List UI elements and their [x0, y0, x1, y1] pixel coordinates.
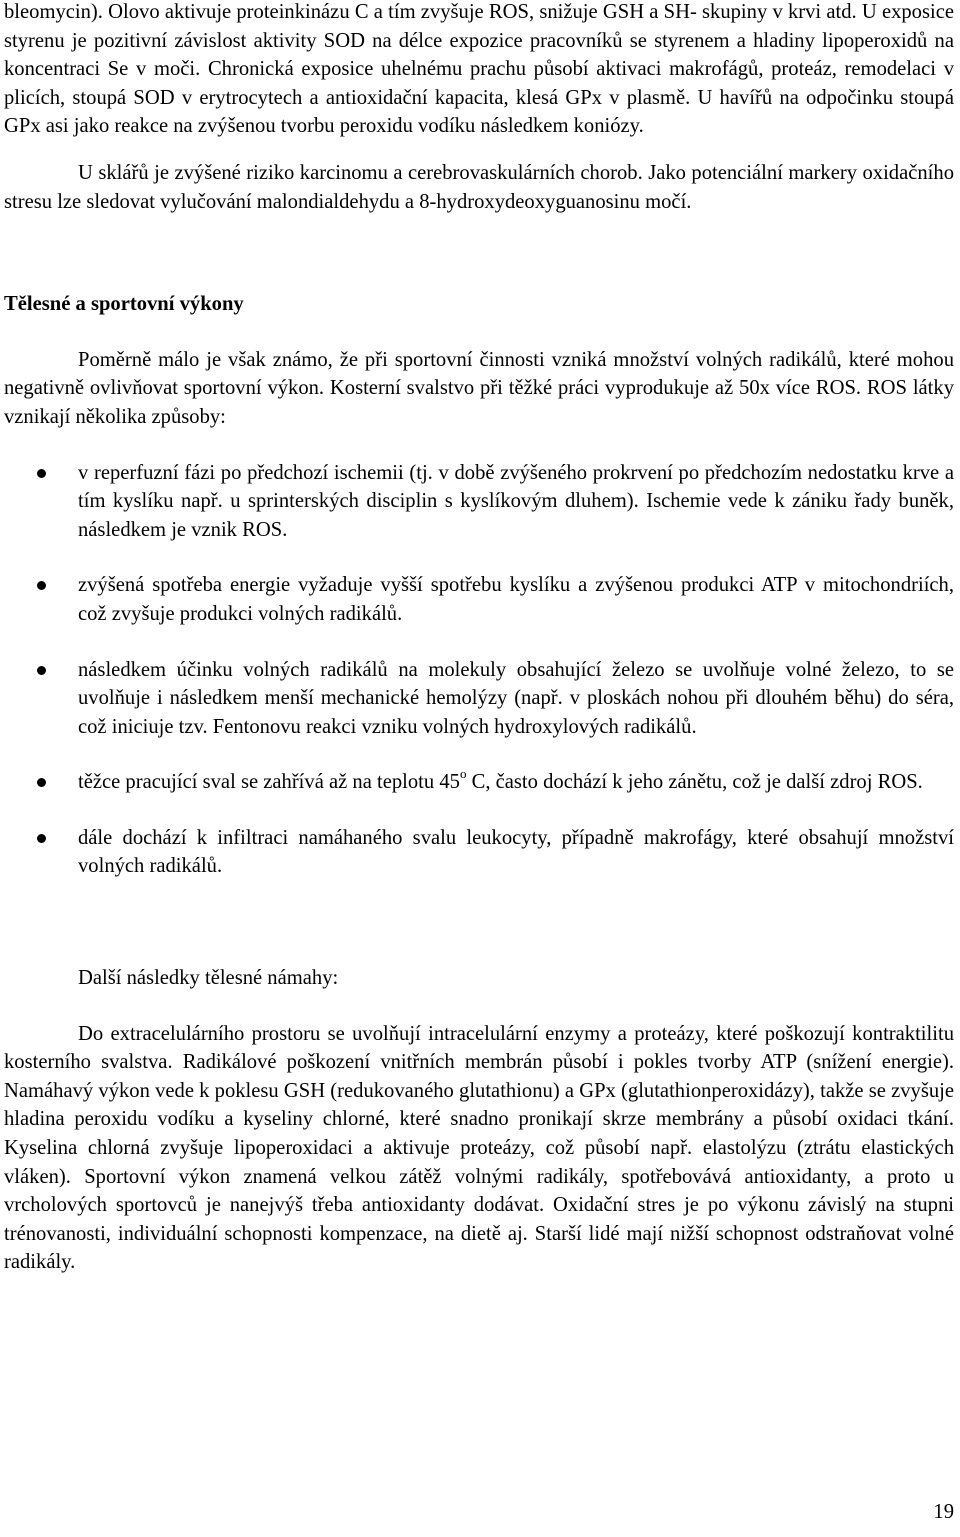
list-item-text: následkem účinku volných radikálů na molekuly obsahující železo se uvolňuje volné železo, to se uvolňuje i následkem menší mechanické hemolýzy (např. v ploskách nohou při dlouhém běhu) do séra, což iniciuje tzv. Fentonovu reakci vzniku volných hydroxylových radikálů.: [78, 658, 954, 738]
list-item: [4, 824, 954, 881]
document-page: [4, 0, 954, 1277]
bullet-icon: [37, 581, 46, 590]
list-item-text: dále dochází k infiltraci namáhaného svalu leukocyty, případně makrofágy, které obsahují množství volných radikálů.: [78, 826, 954, 878]
paragraph-occupational-exposure: bleomycin). Olovo aktivuje proteinkinázu C a tím zvyšuje ROS, snižuje GSH a SH- skupiny v krvi atd. U exposice styrenu je pozitivní závislost aktivity SOD na délce expozice pracovníků se styrenem a hladiny lipoperoxidů na koncentraci Se v moči. Chronická exposice uhelnému prachu působí aktivaci makrofágů, proteáz, remodelaci v plicích, stoupá SOD v erytrocytech a antioxidační kapacita, klesá GPx v plasmě. U havířů na odpočinku stoupá GPx asi jako reakce na zvýšenou tvorbu peroxidu vodíku následkem koniózy.: [4, 1, 954, 138]
bullet-icon: [37, 778, 46, 787]
list-item-text: v reperfuzní fázi po předchozí ischemii (tj. v době zvýšeného prokrvení po předchozím nedostatku krve a tím kyslíku např. u sprinterských disciplin s kyslíkovým dluhem). Ischemie vede k zániku řady buněk, následkem je vznik ROS.: [78, 461, 954, 541]
bullet-icon: [37, 834, 46, 843]
bullet-icon: [37, 469, 46, 478]
ros-sources-list: [4, 459, 954, 882]
paragraph-sport-intro: Poměrně málo je však známo, že při sportovní činnosti vzniká množství volných radikálů, které mohou negativně ovlivňovat sportovní výkon. Kosterní svalstvo při těžké práci vyprodukuje až 50x více ROS. ROS látky vznikají několika způsoby:: [4, 348, 954, 428]
list-item-text-before: těžce pracující sval se zahřívá až na teplotu 45: [78, 771, 460, 794]
paragraph-glassworkers: U sklářů je zvýšené riziko karcinomu a cerebrovaskulárních chorob. Jako potenciální markery oxidačního stresu lze sledovat vylučování malondialdehydu a 8-hydroxydeoxyguanosinu močí.: [4, 161, 954, 213]
section-heading: Tělesné a sportovní výkony: [4, 293, 244, 316]
list-item: [4, 571, 954, 628]
bullet-icon: [37, 666, 46, 675]
list-item-text-after: C, často dochází k jeho zánětu, což je další zdroj ROS.: [466, 771, 923, 794]
list-item: [4, 459, 954, 545]
list-item-text: zvýšená spotřeba energie vyžaduje vyšší spotřebu kyslíku a zvýšenou produkci ATP v mitochondriích, což zvyšuje produkci volných radikálů.: [78, 574, 954, 625]
consequences-heading: Další následky tělesné námahy:: [78, 967, 339, 990]
page-number: 19: [933, 1501, 954, 1523]
paragraph-consequences: Do extracelulárního prostoru se uvolňují intracelulární enzymy a proteázy, které poškozují kontraktilitu kosterního svalstva. Radikálové poškození vnitřních membrán působí i pokles tvorby ATP (snížení energie). Namáhavý výkon vede k poklesu GSH (redukovaného glutathionu) a GPx (glutathionperoxidázy), takže se zvyšuje hladina peroxidu vodíku a kyseliny chlorné, které snadno pronikají skrze membrány a působí oxidaci tkání. Kyselina chlorná zvyšuje lipoperoxidaci a aktivuje proteázy, což působí např. elastolýzu (ztrátu elastických vláken). Sportovní výkon znamená velkou zátěž volnými radikály, spotřebovává antioxidanty, a proto u vrcholových sportovců je nanejvýš třeba antioxidanty dodávat. Oxidační stres je po výkonu závislý na stupni trénovanosti, individuální schopnosti kompenzace, na dietě aj. Starší lidé mají nižší schopnost odstraňovat volné radikály.: [4, 1022, 954, 1274]
list-item: [4, 768, 954, 797]
degree-superscript: o: [459, 766, 467, 782]
list-item: [4, 656, 954, 742]
